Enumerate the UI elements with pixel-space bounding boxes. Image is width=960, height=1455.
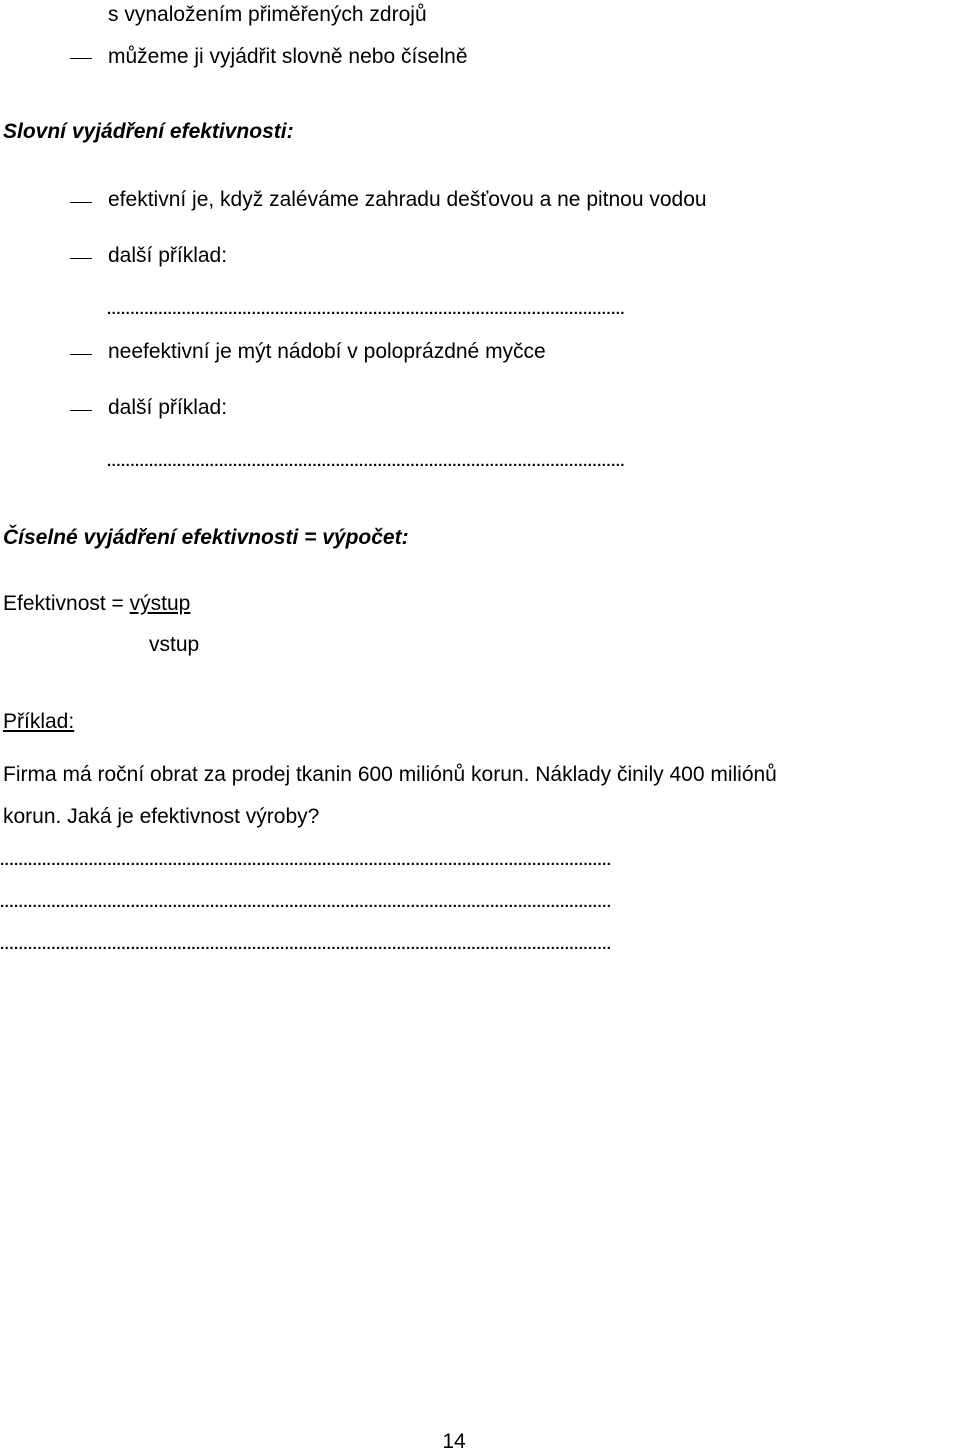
dash-bullet-icon — [70, 410, 92, 411]
section-heading-numeric: Číselné vyjádření efektivnosti = výpočet: — [3, 526, 409, 549]
formula-numerator: výstup — [129, 592, 191, 615]
answer-dotted-line: ................................................................................................................................... — [0, 852, 612, 869]
dash-bullet-icon — [70, 258, 92, 259]
answer-dotted-line: ................................................................................................................................... — [0, 936, 612, 953]
dash-bullet-icon — [70, 58, 92, 59]
formula-denominator: vstup — [149, 633, 200, 656]
answer-dotted-line: ............................................................................................................... — [107, 301, 626, 318]
list-item-text: s vynaložením přiměřených zdrojů — [108, 3, 427, 26]
example-text-line: korun. Jaká je efektivnost výroby? — [3, 805, 320, 828]
answer-dotted-line: ............................................................................................................... — [107, 453, 626, 470]
list-item-text: další příklad: — [108, 244, 228, 267]
list-item-text: neefektivní je mýt nádobí v poloprázdné myčce — [108, 340, 546, 363]
formula — [3, 591, 190, 617]
list-item-text: efektivní je, když zaléváme zahradu dešťovou a ne pitnou vodou — [108, 188, 707, 211]
dash-bullet-icon — [70, 354, 92, 355]
list-item-text: můžeme ji vyjádřit slovně nebo číselně — [108, 45, 468, 68]
formula-label: Efektivnost = — [3, 592, 130, 615]
dash-bullet-icon — [70, 202, 92, 203]
list-item-text: další příklad: — [108, 396, 228, 419]
answer-dotted-line: ................................................................................................................................... — [0, 894, 612, 911]
example-text-line: Firma má roční obrat za prodej tkanin 600 miliónů korun. Náklady činily 400 miliónů — [3, 763, 777, 786]
page-number: 14 — [442, 1430, 466, 1453]
example-label: Příklad: — [3, 710, 75, 733]
section-heading-verbal: Slovní vyjádření efektivnosti: — [3, 120, 294, 143]
